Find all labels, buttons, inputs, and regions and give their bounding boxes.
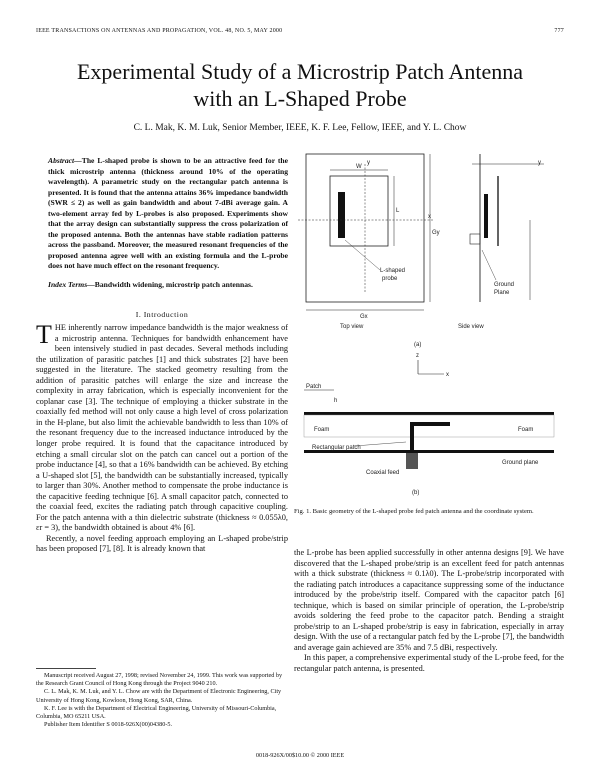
fig-label-l: L (396, 208, 400, 214)
section-patch (304, 412, 554, 415)
fig-label-ground: Ground (494, 282, 515, 288)
title-line-1: Experimental Study of a Microstrip Patch Antenna (76, 59, 523, 84)
page-footer: 0018-926X/00$10.00 © 2000 IEEE (255, 752, 345, 759)
fig-label-z: z (416, 353, 419, 359)
intro-right-paragraph-1: the L-probe has been applied successfully in other antenna designs [9]. We have discovered that the L-shaped probe/strip is an excellent feed for patch antennas with a thick substrate (thickness ≈ 0.1λ0). The L-probe/strip incorporated with the radiating patch introduces a capacitance suppressing some of the inductance introduced by the probe/strip itself. Compared with the capacitor patch [6] technique, which is based on similar principle of operation, the L-probe/strip avoids soldering the feed probe to the capacitor patch. Bending a straight probe/strip to an L-shaped probe/strip is easy in fabrication, especially in array design. With the use of a rectangular patch fed by the L-probe [7], the bandwidth and average gain achieved are 35% and 7.5 dBi, respectively. (294, 548, 564, 652)
intro-paragraph-1-text: HE inherently narrow impedance bandwidth is the major weakness of a microstrip antenna. Techniques for bandwidth enhancement have been intensively studied in past decades. Several methods including the utilization of parasitic patches [1] and thick substrates [2] have been suggested in the literature. The stacked geometry resulting from the addition of parasitic patches will enlarge the size and increase the complexity in array fabrication, which is especially inconvenient for the coplanar case [3]. The technique of employing a thicker substrate in the coaxially fed method will not only cause a high level of cross polarization in the H-plane, but also limit the achievable bandwidth to less than 10% of the resonant frequency due to the increased inductance introduced by the longer probe required. It is found that the capacitance introduced by etching a small circular slot on the patch can cancel out a portion of the probe inductance [4], so that a 16% bandwidth can be achieved. By etching a U-shaped slot [5], the bandwidth can be substantially increased, typically to larger than 30%. Another method to compensate the probe inductance is the capacitive feeding technique [6]. A small capacitor patch, connected to the coaxial feed, excites the radiating patch through capacitive coupling. For the patch antenna with a thin dielectric substrate (thickness ≈ 0.055λ0, εr = 3), the bandwidth obtained is about 4% [6]. (36, 323, 288, 533)
l-probe-strip (338, 192, 345, 238)
fig-label-x2: x (446, 372, 449, 378)
author-list: C. L. Mak, K. M. Luk, Senior Member, IEEE, K. F. Lee, Fellow, IEEE, and Y. L. Chow (133, 123, 467, 133)
footnote-authors: C. L. Mak, K. M. Luk, and Y. L. Chow are with the Department of Electronic Engineering, City University of Hong Kong, Kowloon, Hong Kong, SAR, China. (36, 688, 282, 704)
running-header: IEEE TRANSACTIONS ON ANTENNAS AND PROPAGATION, VOL. 48, NO. 5, MAY 2000 (36, 28, 283, 34)
fig-label-w: W (356, 164, 362, 170)
abstract-label: Abstract— (48, 156, 82, 165)
footnote-pii: Publisher Item Identifier S 0018-926X(00)04380-5. (44, 721, 173, 729)
fig-label-gx: Gx (360, 314, 368, 320)
figure-caption: Fig. 1. Basic geometry of the L-shaped probe fed patch antenna and the coordinate system. (294, 508, 534, 515)
fig-label-a: (a) (414, 342, 422, 348)
intro-right-paragraph-2: In this paper, a comprehensive experimental study of the L-probe feed, for the rectangular patch antenna, is presented. (294, 653, 564, 674)
footnote-lee: K. F. Lee is with the Department of Electrical Engineering, University of Missouri-Columbia, Columbia, MO 65211 USA. (36, 704, 277, 721)
fig-label-top-view: Top view (340, 324, 364, 330)
page-number: 777 (554, 28, 564, 34)
section-coax (406, 453, 418, 469)
fig-label-gy: Gy (432, 230, 440, 236)
drop-cap: T (36, 320, 52, 349)
fig-label-ground-plane: Ground plane (502, 460, 539, 466)
footnote-manuscript: Manuscript received August 27, 1998; revised November 24, 1999. This work was supported by the Research Grant Council of Hong Kong through the Project 9040 210. (36, 672, 283, 688)
figure-1 (294, 150, 564, 502)
intro-column-right (294, 548, 564, 675)
title-line-2: with an L-Shaped Probe (193, 86, 407, 111)
fig-label-b: (b) (412, 490, 420, 496)
section-probe-horizontal (410, 422, 450, 426)
section-probe-vertical (410, 422, 414, 452)
fig-label-plane: Plane (494, 290, 510, 296)
fig-label-lshaped: L-shaped (380, 268, 406, 274)
fig-label-patch: Patch (306, 384, 322, 390)
side-connector (470, 234, 480, 244)
section-heading: I. Introduction (135, 310, 189, 319)
fig-label-y2: y (538, 160, 541, 166)
index-terms-label: Index Terms— (48, 280, 95, 289)
intro-column-left (36, 320, 288, 555)
fig-label-rect-patch: Rectangular patch (312, 445, 361, 451)
fig-label-side-view: Side view (458, 324, 484, 330)
side-probe (484, 194, 488, 238)
index-terms (48, 280, 288, 291)
fig-label-foam: Foam (314, 427, 330, 433)
abstract (48, 156, 288, 272)
fig-label-h: h (334, 398, 338, 404)
abstract-text: The L-shaped probe is shown to be an attractive feed for the thick microstrip antenna (thickness around 10% of the operating wavelength). A parametric study on the rectangular patch antenna is presented. It is found that the antenna attains 36% impedance bandwidth (SWR ≤ 2) as well as gain bandwidth and about 7-dBi average gain. A two-element array fed by L-probes is also proposed. Experiments show that the array design can substantially suppress the cross polarization of the proposed antenna. Both the antennas have stable radiation patterns across the passband. Moreover, the measured resonant frequencies of the proposed antenna agree well with an existing formula and the L-probe does not have much effect on the resonant frequency. (48, 156, 288, 270)
fig-label-y: y (367, 160, 370, 166)
footnote-rule (36, 668, 96, 669)
fig-label-probe: probe (382, 276, 398, 282)
index-terms-text: Bandwidth widening, microstrip patch antennas. (94, 280, 253, 289)
fig-label-coax: Coaxial feed (366, 470, 400, 476)
fig-label-x: x (428, 214, 431, 220)
intro-paragraph-1 (36, 320, 288, 534)
footnotes (36, 672, 288, 729)
intro-paragraph-2: Recently, a novel feeding approach employing an L-shaped probe/strip has been proposed [7], [8]. It is already known that (36, 533, 288, 554)
fig-label-foam-right: Foam (518, 427, 534, 433)
paper-title (0, 58, 600, 112)
